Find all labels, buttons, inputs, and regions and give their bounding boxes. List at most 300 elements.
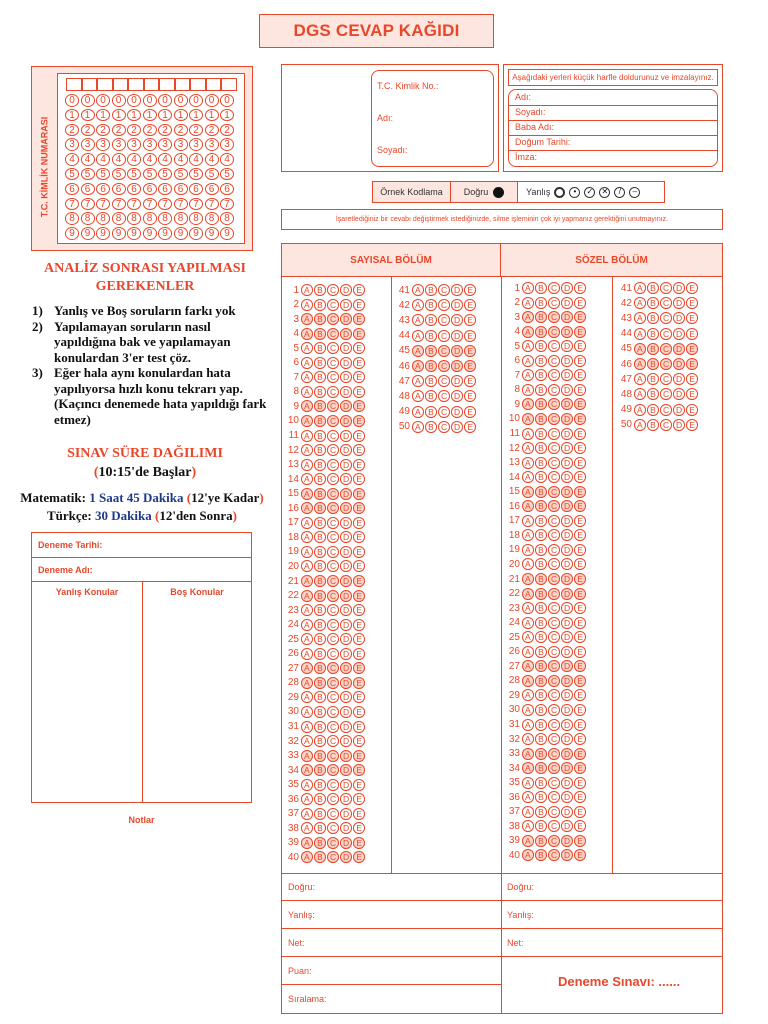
answer-bubble[interactable]: D (340, 386, 353, 398)
answer-bubble[interactable]: C (548, 806, 561, 818)
answer-bubble[interactable]: E (574, 529, 587, 541)
answer-bubble[interactable]: B (314, 502, 327, 514)
tc-digit-bubble[interactable]: 9 (205, 227, 219, 240)
answer-bubble[interactable]: A (301, 575, 314, 587)
answer-bubble[interactable]: D (673, 312, 686, 324)
answer-bubble[interactable]: C (327, 793, 340, 805)
answer-bubble[interactable]: E (353, 648, 366, 660)
answer-bubble[interactable]: A (522, 297, 535, 309)
answer-bubble[interactable]: E (574, 617, 587, 629)
answer-bubble[interactable]: E (574, 326, 587, 338)
answer-bubble[interactable]: B (647, 388, 660, 400)
tc-digit-bubble[interactable]: 5 (143, 168, 157, 181)
answer-bubble[interactable]: D (673, 404, 686, 416)
answer-bubble[interactable]: C (327, 575, 340, 587)
answer-bubble[interactable]: C (660, 282, 673, 294)
answer-bubble[interactable]: E (353, 793, 366, 805)
answer-bubble[interactable]: E (353, 371, 366, 383)
answer-bubble[interactable]: B (647, 282, 660, 294)
answer-bubble[interactable]: B (535, 573, 548, 585)
answer-bubble[interactable]: A (301, 721, 314, 733)
tc-digit-bubble[interactable]: 0 (81, 94, 95, 107)
answer-bubble[interactable]: D (340, 808, 353, 820)
tc-digit-bubble[interactable]: 5 (81, 168, 95, 181)
answer-bubble[interactable]: D (340, 546, 353, 558)
answer-bubble[interactable]: E (353, 779, 366, 791)
answer-bubble[interactable]: B (314, 837, 327, 849)
answer-bubble[interactable]: E (574, 311, 587, 323)
tc-digit-bubble[interactable]: 3 (205, 138, 219, 151)
answer-bubble[interactable]: E (353, 546, 366, 558)
answer-bubble[interactable]: C (548, 340, 561, 352)
answer-bubble[interactable]: D (561, 558, 574, 570)
answer-bubble[interactable]: E (574, 675, 587, 687)
answer-bubble[interactable]: B (314, 328, 327, 340)
answer-bubble[interactable]: C (327, 560, 340, 572)
tc-digit-bubble[interactable]: 1 (143, 109, 157, 122)
answer-bubble[interactable]: A (522, 675, 535, 687)
answer-bubble[interactable]: B (314, 706, 327, 718)
answer-bubble[interactable]: E (574, 428, 587, 440)
answer-bubble[interactable]: C (548, 544, 561, 556)
answer-bubble[interactable]: C (327, 473, 340, 485)
answer-bubble[interactable]: C (327, 444, 340, 456)
answer-bubble[interactable]: B (314, 735, 327, 747)
answer-bubble[interactable]: D (561, 471, 574, 483)
tc-digit-bubble[interactable]: 9 (112, 227, 126, 240)
answer-bubble[interactable]: D (561, 791, 574, 803)
answer-bubble[interactable]: E (686, 388, 699, 400)
answer-bubble[interactable]: B (535, 762, 548, 774)
answer-bubble[interactable]: A (522, 704, 535, 716)
tc-digit-bubble[interactable]: 4 (112, 153, 126, 166)
tc-digit-bubble[interactable]: 5 (220, 168, 234, 181)
tc-digit-bubble[interactable]: 6 (65, 183, 79, 196)
answer-bubble[interactable]: C (548, 791, 561, 803)
answer-bubble[interactable]: A (412, 390, 425, 402)
answer-bubble[interactable]: A (412, 299, 425, 311)
answer-bubble[interactable]: E (574, 413, 587, 425)
answer-bubble[interactable]: E (353, 590, 366, 602)
answer-bubble[interactable]: C (548, 588, 561, 600)
tc-digit-bubble[interactable]: 7 (220, 198, 234, 211)
answer-bubble[interactable]: A (522, 602, 535, 614)
tc-digit-bubble[interactable]: 9 (127, 227, 141, 240)
answer-bubble[interactable]: B (535, 326, 548, 338)
answer-bubble[interactable]: C (327, 371, 340, 383)
answer-bubble[interactable]: E (574, 355, 587, 367)
answer-bubble[interactable]: B (314, 619, 327, 631)
answer-bubble[interactable]: C (327, 284, 340, 296)
sozel-net-field[interactable]: Net: (501, 929, 722, 957)
answer-bubble[interactable]: E (464, 284, 477, 296)
tc-digit-bubble[interactable]: 7 (189, 198, 203, 211)
tc-digit-bubble[interactable]: 0 (189, 94, 203, 107)
tc-digit-bubble[interactable]: 7 (96, 198, 110, 211)
answer-bubble[interactable]: A (522, 515, 535, 527)
answer-bubble[interactable]: C (327, 691, 340, 703)
tc-digit-bubble[interactable]: 5 (189, 168, 203, 181)
answer-bubble[interactable]: D (561, 602, 574, 614)
tc-digit-bubble[interactable]: 8 (189, 212, 203, 225)
answer-bubble[interactable]: D (561, 457, 574, 469)
answer-bubble[interactable]: C (660, 312, 673, 324)
answer-bubble[interactable]: B (425, 330, 438, 342)
tc-digit-bubble[interactable]: 7 (174, 198, 188, 211)
answer-bubble[interactable]: A (634, 373, 647, 385)
answer-bubble[interactable]: B (314, 299, 327, 311)
answer-bubble[interactable]: D (561, 529, 574, 541)
answer-bubble[interactable]: B (314, 400, 327, 412)
answer-bubble[interactable]: A (301, 808, 314, 820)
answer-bubble[interactable]: B (535, 457, 548, 469)
answer-bubble[interactable]: D (340, 502, 353, 514)
answer-bubble[interactable]: B (535, 777, 548, 789)
answer-bubble[interactable]: E (574, 573, 587, 585)
answer-bubble[interactable]: A (301, 633, 314, 645)
answer-bubble[interactable]: C (327, 386, 340, 398)
tc-digit-bubble[interactable]: 1 (174, 109, 188, 122)
answer-bubble[interactable]: D (340, 764, 353, 776)
tc-digit-bubble[interactable]: 7 (158, 198, 172, 211)
answer-bubble[interactable]: D (561, 398, 574, 410)
answer-bubble[interactable]: A (301, 691, 314, 703)
answer-bubble[interactable]: A (522, 311, 535, 323)
tc-digit-bubble[interactable]: 1 (158, 109, 172, 122)
answer-bubble[interactable]: C (327, 299, 340, 311)
answer-bubble[interactable]: E (353, 430, 366, 442)
answer-bubble[interactable]: B (314, 357, 327, 369)
tc-digit-bubble[interactable]: 6 (174, 183, 188, 196)
answer-bubble[interactable]: D (451, 406, 464, 418)
tc-digit-bubble[interactable]: 2 (143, 124, 157, 137)
answer-bubble[interactable]: D (561, 675, 574, 687)
answer-bubble[interactable]: A (412, 314, 425, 326)
answer-bubble[interactable]: A (301, 488, 314, 500)
answer-bubble[interactable]: D (561, 588, 574, 600)
answer-bubble[interactable]: E (574, 733, 587, 745)
answer-bubble[interactable]: D (340, 328, 353, 340)
answer-bubble[interactable]: B (647, 419, 660, 431)
answer-bubble[interactable]: D (561, 617, 574, 629)
answer-bubble[interactable]: B (535, 384, 548, 396)
answer-bubble[interactable]: D (561, 500, 574, 512)
answer-bubble[interactable]: A (522, 355, 535, 367)
answer-bubble[interactable]: A (301, 342, 314, 354)
answer-bubble[interactable]: E (574, 689, 587, 701)
answer-bubble[interactable]: A (301, 386, 314, 398)
answer-bubble[interactable]: D (561, 573, 574, 585)
tc-digit-box[interactable] (175, 78, 191, 91)
answer-bubble[interactable]: B (425, 284, 438, 296)
answer-bubble[interactable]: A (301, 299, 314, 311)
answer-bubble[interactable]: C (327, 633, 340, 645)
answer-bubble[interactable]: C (548, 646, 561, 658)
answer-bubble[interactable]: B (535, 588, 548, 600)
answer-bubble[interactable]: B (535, 806, 548, 818)
answer-bubble[interactable]: E (686, 282, 699, 294)
answer-bubble[interactable]: B (425, 360, 438, 372)
tc-digit-bubble[interactable]: 9 (189, 227, 203, 240)
answer-bubble[interactable]: E (574, 602, 587, 614)
tc-digit-bubble[interactable]: 8 (96, 212, 110, 225)
tc-digit-bubble[interactable]: 5 (205, 168, 219, 181)
tc-digit-bubble[interactable]: 3 (189, 138, 203, 151)
answer-bubble[interactable]: D (561, 340, 574, 352)
answer-bubble[interactable]: E (353, 735, 366, 747)
answer-bubble[interactable]: D (561, 515, 574, 527)
tc-digit-bubble[interactable]: 6 (220, 183, 234, 196)
answer-bubble[interactable]: A (301, 590, 314, 602)
tc-digit-bubble[interactable]: 9 (220, 227, 234, 240)
answer-bubble[interactable]: B (535, 355, 548, 367)
answer-bubble[interactable]: B (314, 560, 327, 572)
answer-bubble[interactable]: B (314, 284, 327, 296)
tc-digit-box[interactable] (113, 78, 129, 91)
answer-bubble[interactable]: C (660, 343, 673, 355)
answer-bubble[interactable]: E (353, 575, 366, 587)
answer-bubble[interactable]: A (522, 733, 535, 745)
tc-digit-bubble[interactable]: 0 (65, 94, 79, 107)
answer-bubble[interactable]: C (327, 502, 340, 514)
info-field-dogum-tarihi[interactable]: Doğum Tarihi: (515, 137, 571, 147)
answer-bubble[interactable]: E (574, 500, 587, 512)
answer-bubble[interactable]: E (353, 299, 366, 311)
answer-bubble[interactable]: D (340, 444, 353, 456)
tc-digit-bubble[interactable]: 4 (96, 153, 110, 166)
answer-bubble[interactable]: D (340, 342, 353, 354)
answer-bubble[interactable]: D (561, 835, 574, 847)
answer-bubble[interactable]: A (412, 360, 425, 372)
answer-bubble[interactable]: B (535, 617, 548, 629)
tc-digit-bubble[interactable]: 8 (220, 212, 234, 225)
answer-bubble[interactable]: B (314, 691, 327, 703)
answer-bubble[interactable]: B (314, 459, 327, 471)
answer-bubble[interactable]: B (314, 386, 327, 398)
tc-digit-bubble[interactable]: 4 (189, 153, 203, 166)
answer-bubble[interactable]: E (353, 342, 366, 354)
answer-bubble[interactable]: D (340, 284, 353, 296)
answer-bubble[interactable]: A (301, 313, 314, 325)
tc-digit-bubble[interactable]: 9 (158, 227, 172, 240)
answer-bubble[interactable]: B (535, 791, 548, 803)
tc-digit-bubble[interactable]: 2 (174, 124, 188, 137)
answer-bubble[interactable]: A (634, 343, 647, 355)
answer-bubble[interactable]: C (438, 360, 451, 372)
answer-bubble[interactable]: E (353, 633, 366, 645)
answer-bubble[interactable]: C (548, 660, 561, 672)
answer-bubble[interactable]: A (301, 284, 314, 296)
answer-bubble[interactable]: B (647, 404, 660, 416)
answer-bubble[interactable]: C (327, 822, 340, 834)
answer-bubble[interactable]: D (340, 822, 353, 834)
answer-bubble[interactable]: C (548, 442, 561, 454)
tc-digit-box[interactable] (221, 78, 237, 91)
answer-bubble[interactable]: B (535, 471, 548, 483)
tc-digit-bubble[interactable]: 0 (127, 94, 141, 107)
answer-bubble[interactable]: A (522, 486, 535, 498)
answer-bubble[interactable]: D (340, 793, 353, 805)
answer-bubble[interactable]: B (535, 500, 548, 512)
answer-bubble[interactable]: C (327, 546, 340, 558)
tc-digit-bubble[interactable]: 6 (158, 183, 172, 196)
tc-digit-box[interactable] (66, 78, 82, 91)
answer-bubble[interactable]: C (438, 421, 451, 433)
answer-bubble[interactable]: A (634, 358, 647, 370)
sayisal-dogru-field[interactable]: Doğru: (282, 874, 501, 901)
answer-bubble[interactable]: A (301, 546, 314, 558)
tc-digit-box[interactable] (97, 78, 113, 91)
answer-bubble[interactable]: D (673, 388, 686, 400)
answer-bubble[interactable]: C (438, 406, 451, 418)
answer-bubble[interactable]: A (522, 849, 535, 861)
answer-bubble[interactable]: A (522, 442, 535, 454)
answer-bubble[interactable]: C (660, 328, 673, 340)
answer-bubble[interactable]: E (574, 820, 587, 832)
answer-bubble[interactable]: A (412, 345, 425, 357)
answer-bubble[interactable]: D (451, 375, 464, 387)
answer-bubble[interactable]: A (522, 428, 535, 440)
answer-bubble[interactable]: B (314, 851, 327, 863)
answer-bubble[interactable]: D (451, 314, 464, 326)
answer-bubble[interactable]: D (561, 631, 574, 643)
tc-digit-bubble[interactable]: 9 (174, 227, 188, 240)
answer-bubble[interactable]: E (574, 486, 587, 498)
answer-bubble[interactable]: D (340, 750, 353, 762)
answer-bubble[interactable]: E (574, 719, 587, 731)
answer-bubble[interactable]: D (673, 358, 686, 370)
answer-bubble[interactable]: A (522, 660, 535, 672)
answer-bubble[interactable]: C (548, 282, 561, 294)
answer-bubble[interactable]: B (535, 689, 548, 701)
tc-digit-bubble[interactable]: 0 (112, 94, 126, 107)
answer-bubble[interactable]: D (451, 390, 464, 402)
answer-bubble[interactable]: A (522, 369, 535, 381)
answer-bubble[interactable]: E (574, 297, 587, 309)
tc-digit-bubble[interactable]: 2 (65, 124, 79, 137)
answer-bubble[interactable]: E (574, 748, 587, 760)
answer-bubble[interactable]: D (561, 762, 574, 774)
answer-bubble[interactable]: C (548, 704, 561, 716)
answer-bubble[interactable]: A (522, 588, 535, 600)
answer-bubble[interactable]: C (327, 313, 340, 325)
answer-bubble[interactable]: E (574, 588, 587, 600)
answer-bubble[interactable]: C (548, 428, 561, 440)
answer-bubble[interactable]: A (301, 822, 314, 834)
answer-bubble[interactable]: B (535, 719, 548, 731)
answer-bubble[interactable]: C (660, 419, 673, 431)
answer-bubble[interactable]: B (535, 660, 548, 672)
answer-bubble[interactable]: A (301, 793, 314, 805)
answer-bubble[interactable]: B (314, 313, 327, 325)
answer-bubble[interactable]: B (314, 750, 327, 762)
answer-bubble[interactable]: A (634, 297, 647, 309)
answer-bubble[interactable]: C (327, 459, 340, 471)
answer-bubble[interactable]: B (314, 488, 327, 500)
answer-bubble[interactable]: A (301, 677, 314, 689)
answer-bubble[interactable]: E (574, 660, 587, 672)
tc-digit-bubble[interactable]: 5 (127, 168, 141, 181)
answer-bubble[interactable]: E (464, 314, 477, 326)
answer-bubble[interactable]: D (340, 735, 353, 747)
tc-digit-bubble[interactable]: 4 (220, 153, 234, 166)
answer-bubble[interactable]: A (522, 282, 535, 294)
answer-bubble[interactable]: E (353, 619, 366, 631)
tc-digit-bubble[interactable]: 3 (174, 138, 188, 151)
answer-bubble[interactable]: A (634, 312, 647, 324)
answer-bubble[interactable]: D (561, 297, 574, 309)
tc-digit-bubble[interactable]: 5 (65, 168, 79, 181)
answer-bubble[interactable]: C (327, 342, 340, 354)
tc-digit-box[interactable] (144, 78, 160, 91)
answer-bubble[interactable]: C (548, 762, 561, 774)
answer-bubble[interactable]: C (548, 529, 561, 541)
answer-bubble[interactable]: B (535, 558, 548, 570)
answer-bubble[interactable]: E (574, 762, 587, 774)
answer-bubble[interactable]: E (353, 357, 366, 369)
answer-bubble[interactable]: B (535, 704, 548, 716)
answer-bubble[interactable]: E (353, 764, 366, 776)
answer-bubble[interactable]: C (548, 573, 561, 585)
info-field-adi[interactable]: Adı: (515, 92, 532, 102)
answer-bubble[interactable]: B (647, 358, 660, 370)
answer-bubble[interactable]: E (574, 471, 587, 483)
tc-digit-bubble[interactable]: 1 (220, 109, 234, 122)
answer-bubble[interactable]: C (548, 733, 561, 745)
answer-bubble[interactable]: A (301, 459, 314, 471)
answer-bubble[interactable]: B (314, 531, 327, 543)
answer-bubble[interactable]: C (438, 299, 451, 311)
answer-bubble[interactable]: A (301, 662, 314, 674)
tc-digit-bubble[interactable]: 0 (158, 94, 172, 107)
answer-bubble[interactable]: C (327, 706, 340, 718)
answer-bubble[interactable]: B (425, 421, 438, 433)
answer-bubble[interactable]: E (353, 386, 366, 398)
answer-bubble[interactable]: C (327, 648, 340, 660)
answer-bubble[interactable]: E (464, 421, 477, 433)
tc-digit-bubble[interactable]: 8 (112, 212, 126, 225)
tc-digit-bubble[interactable]: 1 (205, 109, 219, 122)
answer-bubble[interactable]: D (561, 369, 574, 381)
answer-bubble[interactable]: D (561, 311, 574, 323)
tc-digit-bubble[interactable]: 7 (112, 198, 126, 211)
answer-bubble[interactable]: C (548, 617, 561, 629)
answer-bubble[interactable]: D (561, 442, 574, 454)
answer-bubble[interactable]: D (451, 299, 464, 311)
answer-bubble[interactable]: D (561, 413, 574, 425)
answer-bubble[interactable]: B (535, 733, 548, 745)
tc-digit-bubble[interactable]: 4 (143, 153, 157, 166)
answer-bubble[interactable]: E (353, 706, 366, 718)
answer-bubble[interactable]: E (464, 345, 477, 357)
tc-digit-box[interactable] (128, 78, 144, 91)
answer-bubble[interactable]: E (353, 851, 366, 863)
answer-bubble[interactable]: D (340, 851, 353, 863)
answer-bubble[interactable]: D (340, 473, 353, 485)
siralama-field[interactable]: Sıralama: (288, 993, 327, 1004)
answer-bubble[interactable]: C (660, 404, 673, 416)
answer-bubble[interactable]: A (522, 631, 535, 643)
answer-bubble[interactable]: B (314, 764, 327, 776)
tc-digit-bubble[interactable]: 5 (112, 168, 126, 181)
answer-bubble[interactable]: E (353, 808, 366, 820)
answer-bubble[interactable]: A (301, 400, 314, 412)
answer-bubble[interactable]: E (686, 343, 699, 355)
answer-bubble[interactable]: A (634, 404, 647, 416)
answer-bubble[interactable]: E (353, 415, 366, 427)
answer-bubble[interactable]: D (561, 849, 574, 861)
answer-bubble[interactable]: B (535, 486, 548, 498)
